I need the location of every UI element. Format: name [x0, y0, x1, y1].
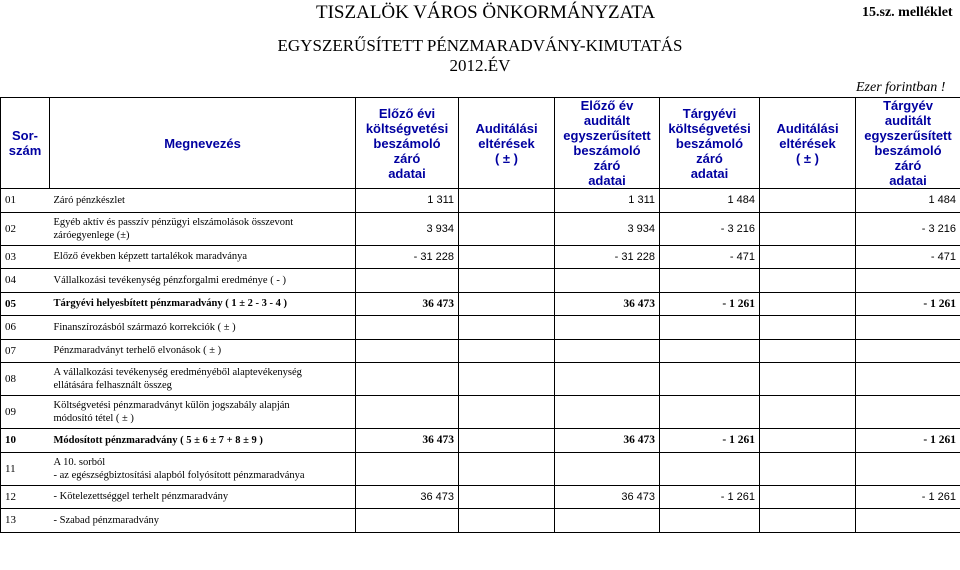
cell-prev-audited	[555, 509, 660, 533]
cell-curr-audit-diff	[760, 485, 856, 509]
row-description-line: ellátására felhasznált összeg	[53, 380, 172, 391]
table-row	[1, 339, 960, 363]
unit-note: Ezer forintban !	[856, 80, 946, 95]
cell-prev-budget	[356, 396, 459, 429]
row-description	[50, 212, 356, 245]
cell-curr-audited	[856, 509, 960, 533]
cell-prev-budget: 36 473	[356, 429, 459, 453]
row-description	[50, 509, 356, 533]
table-row	[1, 292, 960, 316]
cell-prev-audit-diff	[459, 339, 555, 363]
cell-prev-audited	[555, 396, 660, 429]
header-line: Előző évi	[378, 105, 436, 121]
row-description-line: Egyéb aktív és passzív pénzügyi elszámolások összevont	[53, 216, 294, 228]
row-description-line: Vállalkozási tevékenység pénzforgalmi eredménye ( - )	[53, 274, 286, 286]
cell-prev-budget: - 31 228	[356, 245, 459, 269]
table-row	[1, 212, 960, 245]
row-number: 11	[1, 452, 50, 485]
header-line: beszámoló záró	[874, 143, 942, 173]
cell-prev-audit-diff	[459, 452, 555, 485]
row-description	[50, 316, 356, 340]
header-line: beszámoló záró	[373, 135, 441, 166]
header-line: eltérések	[779, 135, 836, 151]
table-row	[1, 316, 960, 340]
cell-prev-budget: 1 311	[356, 189, 459, 213]
row-description	[50, 339, 356, 363]
column-header-prev-audited	[555, 98, 660, 189]
row-number: 03	[1, 245, 50, 269]
table-row	[1, 396, 960, 429]
row-number: 05	[1, 292, 50, 316]
table-row	[1, 245, 960, 269]
cell-curr-audit-diff	[760, 363, 856, 396]
row-number: 08	[1, 363, 50, 396]
cell-prev-budget	[356, 363, 459, 396]
cell-curr-budget: - 1 261	[660, 292, 760, 316]
column-header-curr-audited	[856, 98, 960, 189]
residual-table	[0, 97, 960, 533]
cell-curr-audit-diff	[760, 245, 856, 269]
cell-curr-audit-diff	[760, 189, 856, 213]
header-line: Auditálási	[475, 120, 538, 136]
column-header-curr-budget	[660, 98, 760, 189]
cell-curr-audit-diff	[760, 339, 856, 363]
row-description-line: Költségvetési pénzmaradványt külön jogszabály alapján	[53, 400, 290, 411]
cell-prev-audit-diff	[459, 485, 555, 509]
cell-prev-audited: 36 473	[555, 485, 660, 509]
cell-curr-audit-diff	[760, 212, 856, 245]
cell-prev-budget: 3 934	[356, 212, 459, 245]
row-number: 13	[1, 509, 50, 533]
cell-curr-budget	[660, 339, 760, 363]
header-line: ( ± )	[494, 150, 519, 166]
cell-curr-budget	[660, 269, 760, 293]
header-line: költségvetési	[668, 120, 751, 136]
header-line: adatai	[388, 165, 426, 181]
cell-prev-budget	[356, 509, 459, 533]
row-description-line: Finanszírozásból származó korrekciók ( ± )	[53, 321, 236, 333]
header-line: Tárgyévi	[682, 105, 737, 121]
cell-curr-budget	[660, 363, 760, 396]
cell-prev-audit-diff	[459, 316, 555, 340]
row-description	[50, 363, 356, 396]
cell-curr-audited: 1 484	[856, 189, 960, 213]
cell-prev-budget: 36 473	[356, 485, 459, 509]
cell-prev-audit-diff	[459, 363, 555, 396]
row-number: 10	[1, 429, 50, 453]
row-description-line: Záró pénzkészlet	[53, 194, 125, 206]
header-line: egyszerűsített	[864, 128, 952, 143]
column-header-curr-audit-diff	[760, 98, 856, 189]
cell-curr-audited	[856, 339, 960, 363]
cell-curr-audited	[856, 396, 960, 429]
header-line: beszámoló záró	[573, 143, 641, 173]
cell-prev-audit-diff	[459, 509, 555, 533]
cell-prev-audit-diff	[459, 429, 555, 453]
cell-curr-audit-diff	[760, 316, 856, 340]
header-line: költségvetési	[365, 120, 449, 136]
row-number: 06	[1, 316, 50, 340]
cell-curr-audited	[856, 452, 960, 485]
cell-prev-budget	[356, 452, 459, 485]
cell-prev-audited: 3 934	[555, 212, 660, 245]
row-number: 04	[1, 269, 50, 293]
cell-curr-budget: - 3 216	[660, 212, 760, 245]
cell-curr-audited	[856, 316, 960, 340]
cell-prev-budget	[356, 316, 459, 340]
row-description-line: A 10. sorból	[53, 456, 106, 468]
cell-prev-audited	[555, 452, 660, 485]
cell-prev-audited: 36 473	[555, 429, 660, 453]
row-description-line: - az egészségbiztosítási alapból folyósított pénzmaradványa	[53, 469, 305, 481]
cell-curr-budget	[660, 452, 760, 485]
header-line: adatai	[588, 173, 626, 188]
table-row	[1, 509, 960, 533]
cell-curr-audit-diff	[760, 292, 856, 316]
row-description	[50, 245, 356, 269]
cell-prev-audited	[555, 316, 660, 340]
cell-prev-budget	[356, 269, 459, 293]
cell-curr-audit-diff	[760, 396, 856, 429]
row-description-line: záróegyenlege (±)	[53, 229, 130, 241]
header-line: beszámoló záró	[675, 135, 744, 166]
row-number: 07	[1, 339, 50, 363]
cell-prev-budget: 36 473	[356, 292, 459, 316]
table-row	[1, 485, 960, 509]
row-description	[50, 269, 356, 293]
cell-prev-audited	[555, 269, 660, 293]
cell-curr-audited	[856, 363, 960, 396]
cell-prev-audit-diff	[459, 212, 555, 245]
cell-curr-audited	[856, 269, 960, 293]
cell-curr-budget: - 471	[660, 245, 760, 269]
header-row	[1, 98, 960, 189]
header-line: Előző év auditált	[580, 98, 634, 128]
cell-curr-audited: - 1 261	[856, 429, 960, 453]
cell-curr-audited: - 471	[856, 245, 960, 269]
row-description	[50, 292, 356, 316]
header-line: egyszerűsített	[563, 128, 651, 143]
document-year: 2012.ÉV	[449, 56, 511, 75]
cell-prev-audited: 1 311	[555, 189, 660, 213]
column-header-num	[1, 98, 50, 189]
header-line: adatai	[889, 173, 927, 188]
header-line: szám	[8, 143, 42, 158]
header-line: Auditálási	[776, 120, 839, 136]
appendix-label: 15.sz. melléklet	[862, 5, 953, 20]
cell-prev-audited	[555, 363, 660, 396]
cell-curr-audit-diff	[760, 269, 856, 293]
cell-prev-audit-diff	[459, 396, 555, 429]
header-line: ( ± )	[795, 150, 820, 166]
cell-curr-budget: - 1 261	[660, 429, 760, 453]
row-description-line: Tárgyévi helyesbített pénzmaradvány ( 1 ± 2 - 3 - 4 )	[53, 298, 288, 310]
table-row	[1, 189, 960, 213]
cell-curr-budget: 1 484	[660, 189, 760, 213]
row-description	[50, 452, 356, 485]
column-header-name: Megnevezés	[50, 98, 356, 189]
cell-curr-audited: - 3 216	[856, 212, 960, 245]
row-description	[50, 429, 356, 453]
row-number: 12	[1, 485, 50, 509]
cell-curr-audit-diff	[760, 429, 856, 453]
row-description-line: A vállalkozási tevékenység eredményéből alaptevékenység	[53, 367, 302, 378]
row-description-line: Pénzmaradványt terhelő elvonások ( ± )	[53, 345, 222, 357]
header-line: adatai	[690, 165, 729, 181]
cell-curr-audit-diff	[760, 509, 856, 533]
cell-prev-budget	[356, 339, 459, 363]
cell-prev-audit-diff	[459, 245, 555, 269]
row-number: 02	[1, 212, 50, 245]
column-header-prev-audit-diff	[459, 98, 555, 189]
header-line: Tárgyév auditált	[883, 98, 933, 128]
row-description-line: módosító tétel ( ± )	[53, 413, 134, 424]
cell-curr-budget	[660, 396, 760, 429]
table-row	[1, 452, 960, 485]
row-description-line: - Szabad pénzmaradvány	[53, 514, 160, 526]
row-description	[50, 485, 356, 509]
cell-curr-audit-diff	[760, 452, 856, 485]
row-number: 09	[1, 396, 50, 429]
cell-curr-budget	[660, 509, 760, 533]
cell-prev-audited: 36 473	[555, 292, 660, 316]
cell-curr-budget: - 1 261	[660, 485, 760, 509]
cell-curr-audited: - 1 261	[856, 485, 960, 509]
column-header-prev-budget	[356, 98, 459, 189]
cell-prev-audit-diff	[459, 189, 555, 213]
row-description-line: Előző években képzett tartalékok maradványa	[53, 251, 248, 263]
cell-prev-audit-diff	[459, 269, 555, 293]
header-line: eltérések	[478, 135, 535, 151]
row-description-line: - Kötelezettséggel terhelt pénzmaradvány	[53, 491, 229, 503]
row-description-line: Módosított pénzmaradvány ( 5 ± 6 ± 7 + 8 ± 9 )	[53, 434, 263, 446]
cell-prev-audit-diff	[459, 292, 555, 316]
cell-curr-audited: - 1 261	[856, 292, 960, 316]
document-title: EGYSZERŰSÍTETT PÉNZMARADVÁNY-KIMUTATÁS	[277, 36, 683, 55]
row-number: 01	[1, 189, 50, 213]
row-description	[50, 396, 356, 429]
organization-title: TISZALÖK VÁROS ÖNKORMÁNYZATA	[316, 2, 656, 23]
table-row	[1, 429, 960, 453]
header-line: Sor-	[12, 128, 38, 143]
cell-prev-audited	[555, 339, 660, 363]
table-row	[1, 269, 960, 293]
row-description	[50, 189, 356, 213]
table-row	[1, 363, 960, 396]
cell-prev-audited: - 31 228	[555, 245, 660, 269]
cell-curr-budget	[660, 316, 760, 340]
